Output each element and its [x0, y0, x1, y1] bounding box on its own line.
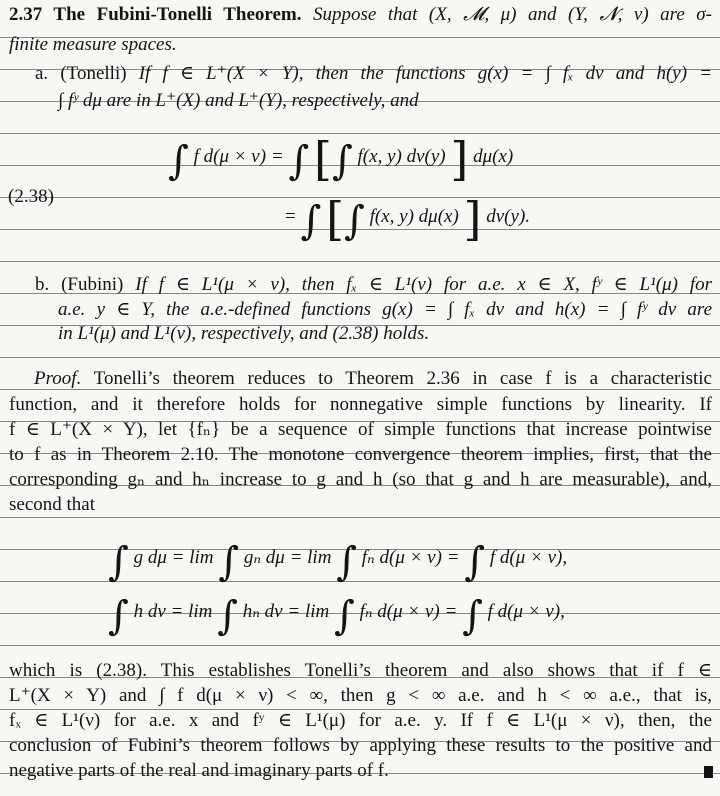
part-b-text-3: in L¹(μ) and L¹(ν), respectively, and (2.38) holds. [58, 323, 430, 344]
equation-label: (2.38) [8, 186, 54, 207]
equation-238-row-1 [168, 132, 514, 186]
equation-row-2-inner: f(x, y) dμ(x) [369, 206, 459, 227]
proof-line-9: fₓ ∈ L¹(ν) for a.e. x and fʸ ∈ L¹(μ) for a.e. y. If f ∈ L¹(μ × ν), then, the [9, 710, 712, 731]
part-a-name: (Tonelli) [60, 63, 127, 84]
theorem-statement-line-2 [9, 34, 712, 56]
integral-sign-icon: ∫ [462, 593, 483, 639]
part-a-text-2: ∫ fʸ dμ are in L⁺(X) and L⁺(Y), respectively, and [58, 90, 419, 111]
theorem-statement-1: Suppose that (X, 𝓜, μ) and (Y, 𝓝, ν) are σ- [313, 4, 712, 25]
proof-line-10: conclusion of Fubini’s theorem follows by applying these results to the positive and [9, 735, 712, 756]
proof-line-7: which is (2.38). This establishes Tonelli’s theorem and also shows that if f ∈ [9, 660, 712, 681]
proof-line-4: to f as in Theorem 2.10. The monotone convergence theorem implies, first, that the [9, 444, 712, 465]
integral-sign-icon: ∫ [108, 539, 129, 585]
integral-sign-icon: ∫ [300, 198, 322, 244]
proof-eq-1-part-d: f d(μ × ν), [489, 547, 568, 568]
proof-line-8: L⁺(X × Y) and ∫ f d(μ × ν) < ∞, then g < ∞ a.e. and h < ∞ a.e., that is, [9, 685, 712, 706]
integral-sign-icon: ∫ [344, 198, 365, 244]
integral-sign-icon: ∫ [108, 593, 129, 639]
part-b-name: (Fubini) [61, 274, 124, 295]
proof-line-3: f ∈ L⁺(X × Y), let {fₙ} be a sequence of simple functions that increase pointwise [9, 419, 712, 440]
part-b-text-2: a.e. y ∈ Y, the a.e.-defined functions g(x) = ∫ fₓ dν and h(x) = ∫ fʸ dν are [58, 299, 712, 320]
proof-eq-1-part-b: gₙ dμ = lim [243, 547, 332, 568]
proof-line-1 [34, 368, 712, 390]
equation-238-row-2 [285, 192, 531, 246]
proof-text-1: Tonelli’s theorem reduces to Theorem 2.36 in case f is a characteristic [93, 368, 712, 389]
integral-sign-icon: ∫ [168, 138, 189, 184]
part-b-line-1 [35, 274, 712, 296]
part-b-line-2 [58, 299, 712, 321]
proof-eq-1-part-c: fₙ d(μ × ν) = [361, 547, 460, 568]
equation-row-1-inner: f(x, y) dν(y) [357, 146, 446, 167]
part-a-line-2 [58, 90, 712, 112]
equation-row-2-outer: dν(y). [486, 206, 531, 227]
left-bracket-icon: [ [326, 192, 345, 246]
integral-sign-icon: ∫ [464, 539, 486, 585]
proof-label: Proof. [34, 368, 82, 389]
proof-equation-2 [108, 593, 565, 639]
proof-line-11: negative parts of the real and imaginary parts of f. [9, 760, 389, 781]
right-bracket-icon: ] [450, 132, 469, 186]
theorem-statement-2: finite measure spaces. [9, 34, 177, 55]
theorem-title: 2.37 The Fubini-Tonelli Theorem. [9, 4, 302, 25]
qed-square-icon [704, 766, 713, 778]
part-b-label: b. [35, 274, 50, 295]
proof-eq-2-part-a: h dν = lim [133, 601, 213, 622]
integral-sign-icon: ∫ [288, 138, 310, 184]
proof-eq-2-part-c: fₙ d(μ × ν) = [359, 601, 458, 622]
left-bracket-icon: [ [313, 132, 332, 186]
part-a-text-1: If f ∈ L⁺(X × Y), then the functions g(x) = ∫ fₓ dν and h(y) = [138, 63, 713, 84]
proof-equation-1 [108, 539, 568, 585]
proof-line-6: second that [9, 494, 96, 515]
right-bracket-icon: ] [463, 192, 482, 246]
integral-sign-icon: ∫ [331, 138, 353, 184]
equation-row-1-outer: dμ(x) [473, 146, 514, 167]
part-b-line-3 [58, 323, 712, 345]
equation-row-1-left: f d(μ × ν) = [193, 146, 284, 167]
theorem-heading-line [9, 4, 712, 26]
integral-sign-icon: ∫ [336, 539, 358, 585]
part-a-line-1 [35, 63, 712, 85]
proof-eq-1-part-a: g dμ = lim [133, 547, 214, 568]
integral-sign-icon: ∫ [217, 593, 238, 639]
integral-sign-icon: ∫ [218, 539, 240, 585]
proof-line-5: corresponding gₙ and hₙ increase to g and h (so that g and h are measurable), and, [9, 469, 712, 490]
part-b-text-1: If f ∈ L¹(μ × ν), then fₓ ∈ L¹(ν) for a.e. x ∈ X, fʸ ∈ L¹(μ) for [135, 274, 713, 295]
equation-row-2-left: = [285, 206, 296, 227]
integral-sign-icon: ∫ [333, 593, 355, 639]
part-a-label: a. [35, 63, 49, 84]
proof-eq-2-part-d: f d(μ × ν), [487, 601, 565, 622]
proof-line-2: function, and it therefore holds for nonnegative simple functions by linearity. If [9, 394, 712, 415]
proof-eq-2-part-b: hₙ dν = lim [242, 601, 330, 622]
